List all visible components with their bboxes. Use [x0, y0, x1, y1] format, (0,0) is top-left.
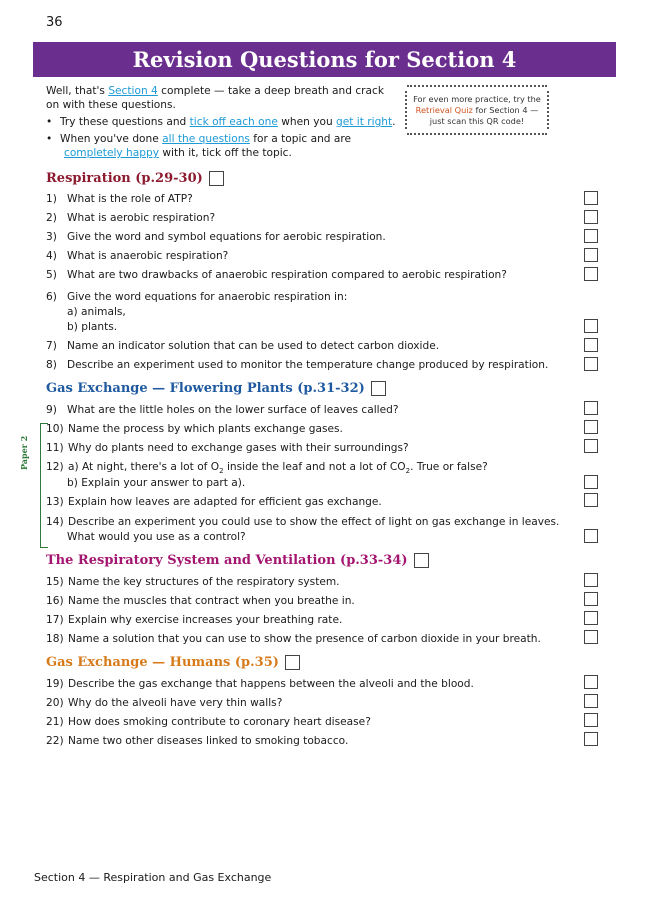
section-checkbox[interactable]	[209, 171, 224, 186]
question-17: 17) Explain why exercise increases your breathing rate.	[46, 614, 343, 626]
question-19: 19) Describe the gas exchange that happens between the alveoli and the blood.	[46, 678, 474, 690]
question-10: 10) Name the process by which plants exchange gases.	[46, 423, 343, 435]
question-checkbox[interactable]	[584, 675, 598, 689]
section-title-gas-exchange-humans: Gas Exchange — Humans (p.35)	[46, 655, 300, 670]
question-8: 8) Describe an experiment used to monitor the temperature change produced by respiration.	[46, 359, 549, 371]
intro-bullet-2-cont: completely happy with it, tick off the topic.	[64, 147, 292, 159]
question-checkbox[interactable]	[584, 319, 598, 333]
question-22: 22) Name two other diseases linked to smoking tobacco.	[46, 735, 349, 747]
section-title-gas-exchange-plants: Gas Exchange — Flowering Plants (p.31-32)	[46, 381, 386, 396]
question-21: 21) How does smoking contribute to coronary heart disease?	[46, 716, 371, 728]
intro-line-2: on with these questions.	[46, 99, 176, 111]
question-checkbox[interactable]	[584, 439, 598, 453]
question-checkbox[interactable]	[584, 611, 598, 625]
section-link: Section 4	[108, 85, 158, 97]
question-1: 1) What is the role of ATP?	[46, 193, 193, 205]
question-checkbox[interactable]	[584, 694, 598, 708]
question-checkbox[interactable]	[584, 732, 598, 746]
question-checkbox[interactable]	[584, 713, 598, 727]
question-checkbox[interactable]	[584, 475, 598, 489]
footer: Section 4 — Respiration and Gas Exchange	[34, 871, 272, 884]
question-checkbox[interactable]	[584, 338, 598, 352]
section-title-respiration: Respiration (p.29-30)	[46, 171, 224, 186]
question-5: 5) What are two drawbacks of anaerobic respiration compared to aerobic respiration?	[46, 269, 507, 281]
question-checkbox[interactable]	[584, 248, 598, 262]
intro-line-1: Well, that's Section 4 complete — take a deep breath and crack	[46, 85, 384, 97]
question-checkbox[interactable]	[584, 267, 598, 281]
question-12: 12) a) At night, there's a lot of $O_2$ inside the leaf and not a lot of $CO_2$. True or false?	[46, 461, 488, 476]
question-2: 2) What is aerobic respiration?	[46, 212, 216, 224]
section-checkbox[interactable]	[285, 655, 300, 670]
qr-callout: For even more practice, try the Retrieval Quiz for Section 4 — just scan this QR code!	[407, 85, 547, 135]
section-checkbox[interactable]	[371, 381, 386, 396]
question-14-cont: What would you use as a control?	[67, 531, 246, 543]
question-checkbox[interactable]	[584, 191, 598, 205]
intro-bullet-2: • When you've done all the questions for a topic and are	[46, 133, 352, 145]
question-checkbox[interactable]	[584, 493, 598, 507]
page-number: 36	[46, 15, 63, 30]
question-checkbox[interactable]	[584, 357, 598, 371]
question-18: 18) Name a solution that you can use to show the presence of carbon dioxide in your breath.	[46, 633, 541, 645]
question-checkbox[interactable]	[584, 210, 598, 224]
question-checkbox[interactable]	[584, 592, 598, 606]
paper-label: Paper 2	[19, 435, 29, 470]
section-title-respiratory-system: The Respiratory System and Ventilation (p.33-34)	[46, 553, 429, 568]
question-6b: b) plants.	[67, 321, 118, 333]
section-banner	[33, 42, 616, 77]
page-title: Revision Questions for Section 4	[132, 47, 517, 72]
question-checkbox[interactable]	[584, 229, 598, 243]
question-4: 4) What is anaerobic respiration?	[46, 250, 229, 262]
intro-bullet-1: • Try these questions and tick off each one when you get it right.	[46, 116, 396, 128]
question-3: 3) Give the word and symbol equations for aerobic respiration.	[46, 231, 386, 243]
question-checkbox[interactable]	[584, 630, 598, 644]
question-11: 11) Why do plants need to exchange gases with their surroundings?	[46, 442, 409, 454]
question-13: 13) Explain how leaves are adapted for efficient gas exchange.	[46, 496, 382, 508]
question-7: 7) Name an indicator solution that can be used to detect carbon dioxide.	[46, 340, 440, 352]
question-14: 14) Describe an experiment you could use to show the effect of light on gas exchange in leaves.	[46, 516, 560, 528]
section-checkbox[interactable]	[414, 553, 429, 568]
question-checkbox[interactable]	[584, 573, 598, 587]
question-checkbox[interactable]	[584, 529, 598, 543]
question-12b: b) Explain your answer to part a).	[67, 477, 246, 489]
question-checkbox[interactable]	[584, 420, 598, 434]
question-checkbox[interactable]	[584, 401, 598, 415]
question-20: 20) Why do the alveoli have very thin walls?	[46, 697, 283, 709]
question-6a: a) animals,	[67, 306, 126, 318]
question-15: 15) Name the key structures of the respiratory system.	[46, 576, 340, 588]
question-9: 9) What are the little holes on the lower surface of leaves called?	[46, 404, 399, 416]
question-16: 16) Name the muscles that contract when you breathe in.	[46, 595, 355, 607]
question-6: 6) Give the word equations for anaerobic respiration in:	[46, 291, 348, 303]
